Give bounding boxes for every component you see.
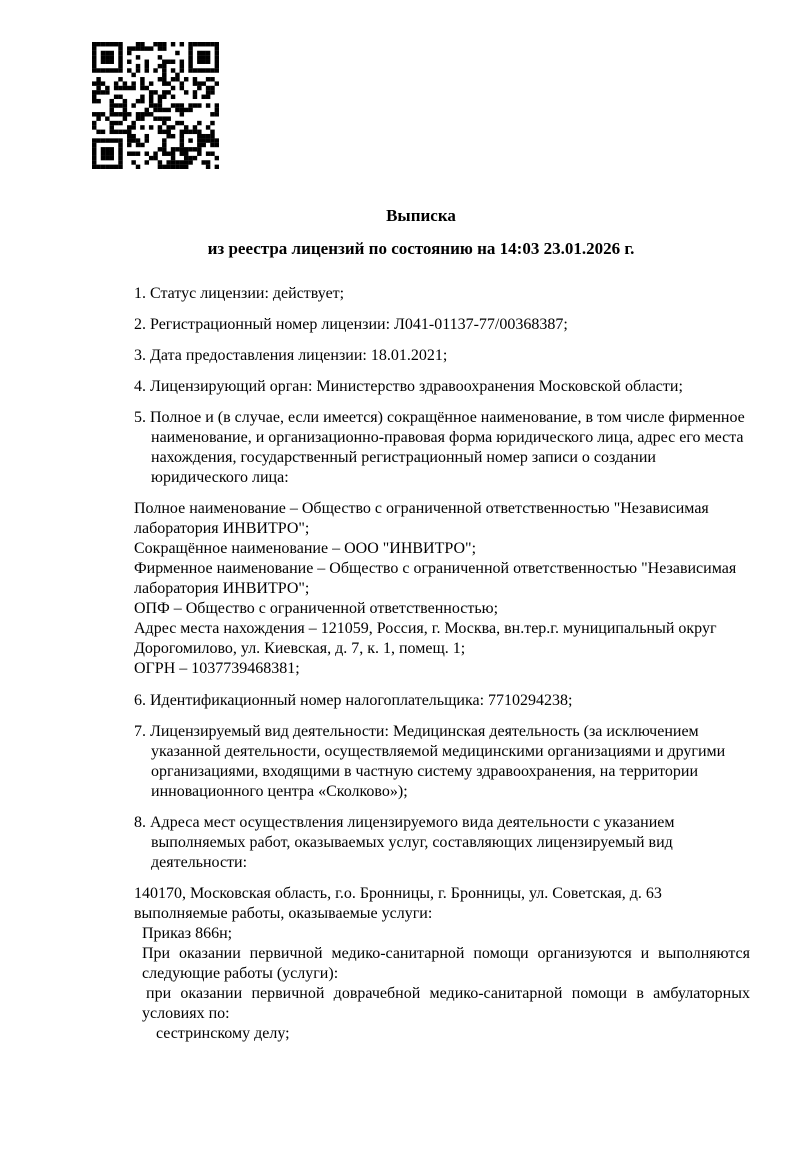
- document-subtitle: из реестра лицензий по состоянию на 14:03 23.01.2026 г.: [207, 239, 635, 258]
- facility-work-line: сестринскому делу;: [156, 1025, 290, 1042]
- organization-details: [134, 499, 750, 679]
- document-title: Выписка: [386, 206, 456, 225]
- item-text: Регистрационный номер лицензии: Л041-01137-77/00368387;: [150, 316, 568, 333]
- list-item-grant-date: [134, 346, 750, 366]
- item-text: Идентификационный номер налогоплательщика: 7710294238;: [150, 692, 573, 709]
- item-number: 4.: [134, 378, 146, 395]
- item-text: Статус лицензии: действует;: [150, 285, 345, 302]
- item-number: 8.: [134, 814, 146, 831]
- item-text: Адреса мест осуществления лицензируемого вида деятельности с указанием выполняемых работ, оказываемых услуг, составляющих лицензируемый вид деятельности:: [150, 814, 675, 871]
- facility-details: [134, 884, 750, 1044]
- org-short-name: Сокращённое наименование – ООО "ИНВИТРО";: [134, 540, 477, 557]
- facility-work-line: При оказании первичной медико-санитарной помощи организуются и выполняются: [142, 945, 750, 962]
- item-text: Полное и (в случае, если имеется) сокращённое наименование, в том числе фирменное наименование, и организационно-правовая форма юридического лица, адрес его места нахождения, государственный регистрационный номер записи о создании юридического лица:: [150, 409, 745, 486]
- org-opf: ОПФ – Общество с ограниченной ответственностью;: [134, 600, 499, 617]
- org-ogrn: ОГРН – 1037739468381;: [134, 660, 300, 677]
- item-number: 7.: [134, 723, 146, 740]
- list-item-addresses-heading: [134, 813, 750, 873]
- list-item-status: [134, 284, 750, 304]
- item-number: 2.: [134, 316, 146, 333]
- facility-address: 140170, Московская область, г.о. Бронницы, г. Бронницы, ул. Советская, д. 63: [134, 885, 662, 902]
- list-item-authority: [134, 377, 750, 397]
- facility-works-label: выполняемые работы, оказываемые услуги:: [134, 905, 433, 922]
- list-item-reg-number: [134, 315, 750, 335]
- facility-work-line: условиях по:: [142, 1005, 230, 1022]
- item-number: 3.: [134, 347, 146, 364]
- item-number: 1.: [134, 285, 146, 302]
- item-text: Лицензируемый вид деятельности: Медицинская деятельность (за исключением указанной деятельности, осуществляемой медицинскими организациями и другими организациями, входящими в частную систему здравоохранения, на территории инновационного центра «Сколково»);: [150, 723, 726, 800]
- list-item-activity-type: [134, 722, 750, 802]
- org-brand-name: Фирменное наименование – Общество с ограниченной ответственностью "Независимая лаборатория ИНВИТРО";: [134, 560, 737, 597]
- item-text: Лицензирующий орган: Министерство здравоохранения Московской области;: [150, 378, 683, 395]
- item-number: 5.: [134, 409, 146, 426]
- org-full-name: Полное наименование – Общество с ограниченной ответственностью "Независимая лаборатория ИНВИТРО";: [134, 500, 709, 537]
- document-body: [134, 284, 750, 1044]
- facility-work-line: следующие работы (услуги):: [142, 965, 339, 982]
- item-text: Дата предоставления лицензии: 18.01.2021;: [150, 347, 448, 364]
- document-header: [94, 205, 748, 259]
- org-address: Адрес места нахождения – 121059, Россия, г. Москва, вн.тер.г. муниципальный округ Дорогомилово, ул. Киевская, д. 7, к. 1, помещ. 1;: [134, 620, 717, 657]
- license-extract-page: [0, 42, 790, 1163]
- facility-work-line: Приказ 866н;: [142, 925, 233, 942]
- qr-code: [92, 42, 219, 169]
- facility-work-line: при оказании первичной доврачебной медико-санитарной помощи в амбулаторных: [146, 985, 750, 1002]
- list-item-org-names-heading: [134, 408, 750, 488]
- list-item-inn: [134, 691, 750, 711]
- item-number: 6.: [134, 692, 146, 709]
